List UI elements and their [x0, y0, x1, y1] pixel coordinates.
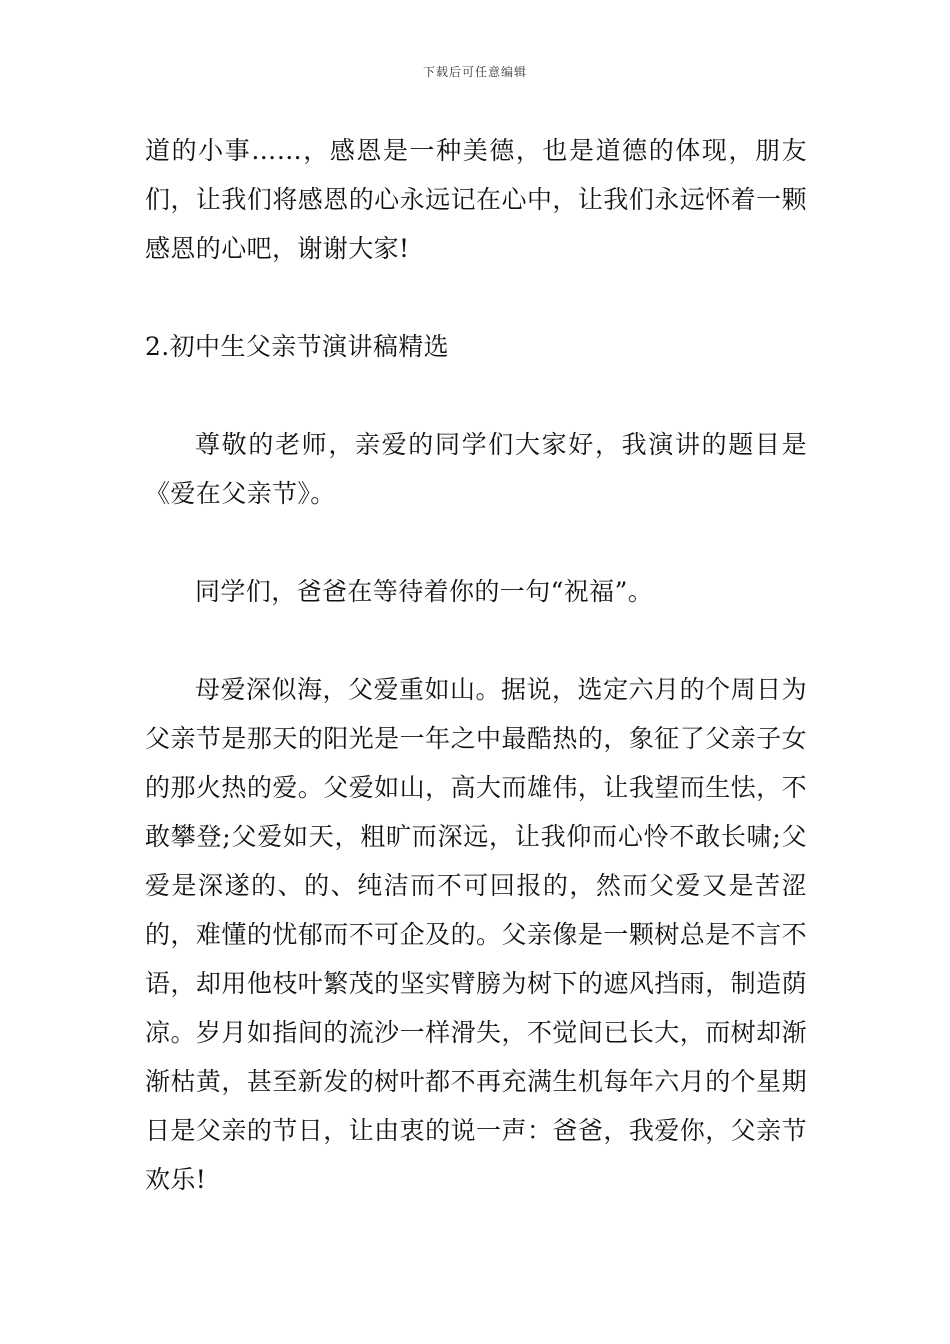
paragraph-greeting: 尊敬的老师，亲爱的同学们大家好，我演讲的题目是《爱在父亲节》。 [145, 430, 807, 508]
paragraph-closing-thanks: 道的小事……，感恩是一种美德，也是道德的体现，朋友们，让我们将感恩的心永远记在心中，让我们永远怀着一颗感恩的心吧，谢谢大家! [145, 136, 807, 263]
page-header-note: 下载后可任意编辑 [422, 65, 527, 79]
section-title: 2.初中生父亲节演讲稿精选 [145, 332, 450, 361]
document-body [145, 126, 807, 1204]
paragraph-father-love: 母爱深似海，父爱重如山。据说，选定六月的个周日为父亲节是那天的阳光是一年之中最酷热的，象征了父亲子女的那火热的爱。父爱如山，高大而雄伟，让我望而生怯，不敢攀登;父爱如天，粗旷而深远，让我仰而心怜不敢长啸;父爱是深遂的、的、纯洁而不可回报的，然而父爱又是苦涩的，难懂的忧郁而不可企及的。父亲像是一颗树总是不言不语，却用他枝叶繁茂的坚实臂膀为树下的遮风挡雨，制造荫凉。岁月如指间的流沙一样滑失，不觉间已长大，而树却渐渐枯黄，甚至新发的树叶都不再充满生机每年六月的个星期日是父亲的节日，让由衷的说一声：爸爸，我爱你，父亲节欢乐! [145, 675, 807, 1194]
paragraph-blessing: 同学们，爸爸在等待着你的一句“祝福”。 [195, 577, 654, 606]
